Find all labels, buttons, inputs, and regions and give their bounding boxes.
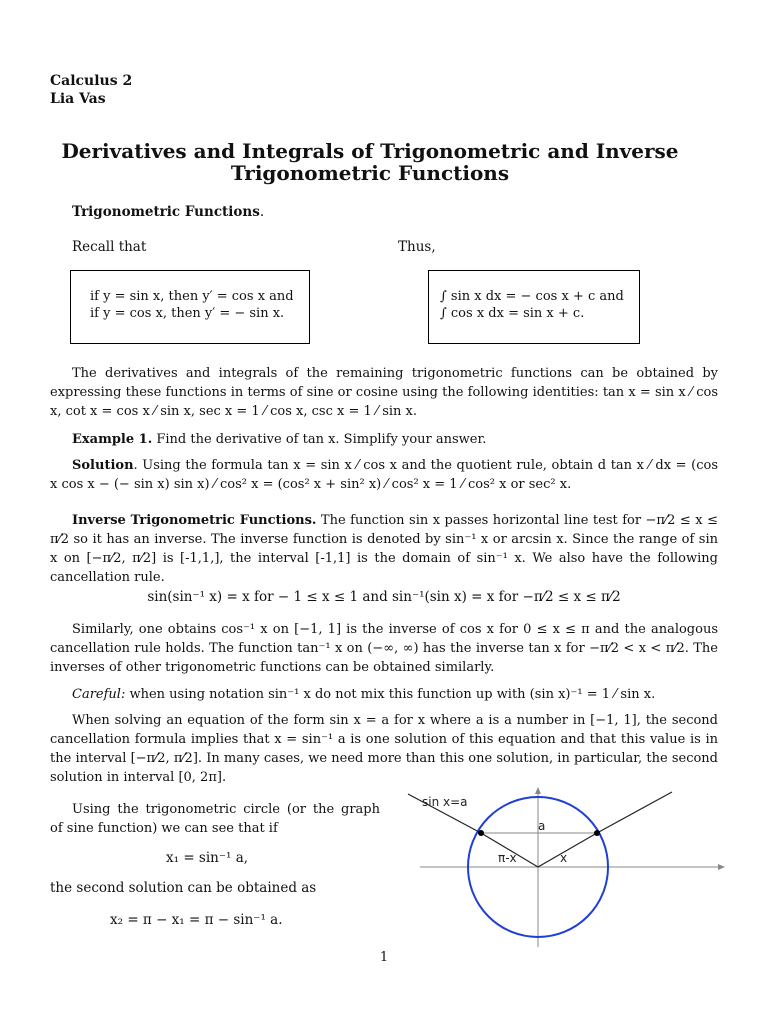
thus-label: Thus,: [398, 239, 436, 255]
second-solution-text: the second solution can be obtained as: [50, 880, 317, 896]
x2-formula: x₂ = π − x₁ = π − sin⁻¹ a.: [110, 912, 283, 928]
right-ray-ext: [597, 792, 672, 833]
label-a: a: [538, 819, 546, 833]
derivative-line-sin: if y = sin x, then y′ = cos x and: [90, 289, 294, 304]
y-axis-arrow: [535, 787, 541, 794]
left-intersection-point: [478, 830, 484, 836]
inverse-text: The function sin x passes horizontal line test for −π⁄2 ≤ x ≤ π⁄2 so it has an inverse. The inverse function is denoted by sin⁻¹ x or arcsin x. Since the range of sin x on [−π⁄2, π⁄2] is [-1,1,], the interval [-1,1] is the domain of sin⁻¹ x. We also have the following cancellation rule.: [50, 513, 718, 585]
title-line-1: Derivatives and Integrals of Trigonometric and Inverse: [61, 139, 679, 163]
label-sin-x-eq-a: sin x=a: [422, 795, 468, 809]
right-intersection-point: [594, 830, 600, 836]
integral-box-text: [440, 288, 624, 322]
section-heading-trig: Trigonometric Functions.: [72, 204, 265, 220]
recall-label: Recall that: [72, 239, 147, 255]
careful-label: Careful:: [72, 687, 126, 702]
careful-note: [50, 685, 718, 704]
example-text: Find the derivative of tan x. Simplify your answer.: [156, 432, 487, 447]
trig-circle-diagram: [400, 782, 740, 952]
inverse-paragraph: [50, 511, 718, 587]
author-name: Lia Vas: [50, 91, 106, 107]
solving-paragraph: When solving an equation of the form sin x = a for x where a is a number in [−1, 1], the second cancellation formula implies that x = sin⁻¹ a is one solution of this equation and that this value is in the interval [−π⁄2, π⁄2]. In many cases, we need more than this one solution, in particular, the second solution in interval [0, 2π].: [50, 713, 718, 785]
page-number: 1: [379, 950, 389, 965]
derivative-box-text: [90, 288, 294, 322]
label-pi-minus-x: π-x: [498, 851, 517, 865]
derivative-line-cos: if y = cos x, then y′ = − sin x.: [90, 306, 285, 321]
similarly-paragraph: Similarly, one obtains cos⁻¹ x on [−1, 1] is the inverse of cos x for 0 ≤ x ≤ π and the analogous cancellation rule holds. The function tan⁻¹ x on (−∞, ∞) has the inverse tan x for −π⁄2 < x < π⁄2. The inverses of other trigonometric functions can be obtained similarly.: [50, 622, 718, 675]
circle-intro: Using the trigonometric circle (or the graph of sine function) we can see that if: [50, 802, 380, 836]
course-name: Calculus 2: [50, 73, 133, 89]
header-block: [50, 72, 132, 108]
example-label: Example 1.: [72, 432, 153, 447]
document-title: [40, 140, 700, 184]
careful-text: when using notation sin⁻¹ x do not mix this function up with (sin x)⁻¹ = 1 ⁄ sin x.: [125, 687, 656, 702]
example-1: [50, 430, 718, 449]
title-line-2: Trigonometric Functions: [230, 161, 510, 185]
x1-formula: x₁ = sin⁻¹ a,: [166, 850, 249, 866]
solution-text: . Using the formula tan x = sin x ⁄ cos x and the quotient rule, obtain d tan x ⁄ dx = (cos x cos x − (− sin x) sin x) ⁄ cos² x = (cos² x + sin² x) ⁄ cos² x = 1 ⁄ cos² x or sec² x.: [50, 458, 718, 492]
integral-line-cos: ∫ cos x dx = sin x + c.: [440, 306, 585, 321]
right-radius: [538, 833, 597, 867]
solution-label: Solution: [72, 458, 134, 473]
identities-paragraph: The derivatives and integrals of the remaining trigonometric functions can be obtained by expressing these functions in terms of sine or cosine using the following identities: tan x = sin x ⁄ cos x, cot x = cos x ⁄ sin x, sec x = 1 ⁄ cos x, csc x = 1 ⁄ sin x.: [50, 366, 718, 419]
label-x: x: [560, 851, 568, 865]
inverse-label: Inverse Trigonometric Functions.: [72, 513, 317, 528]
cancellation-equation: sin(sin⁻¹ x) = x for − 1 ≤ x ≤ 1 and sin⁻¹(sin x) = x for −π⁄2 ≤ x ≤ π⁄2: [147, 589, 621, 605]
solution-paragraph: [50, 456, 718, 494]
x-axis-arrow: [718, 864, 725, 870]
section-heading-text: Trigonometric Functions: [72, 204, 260, 220]
integral-line-sin: ∫ sin x dx = − cos x + c and: [440, 289, 624, 304]
